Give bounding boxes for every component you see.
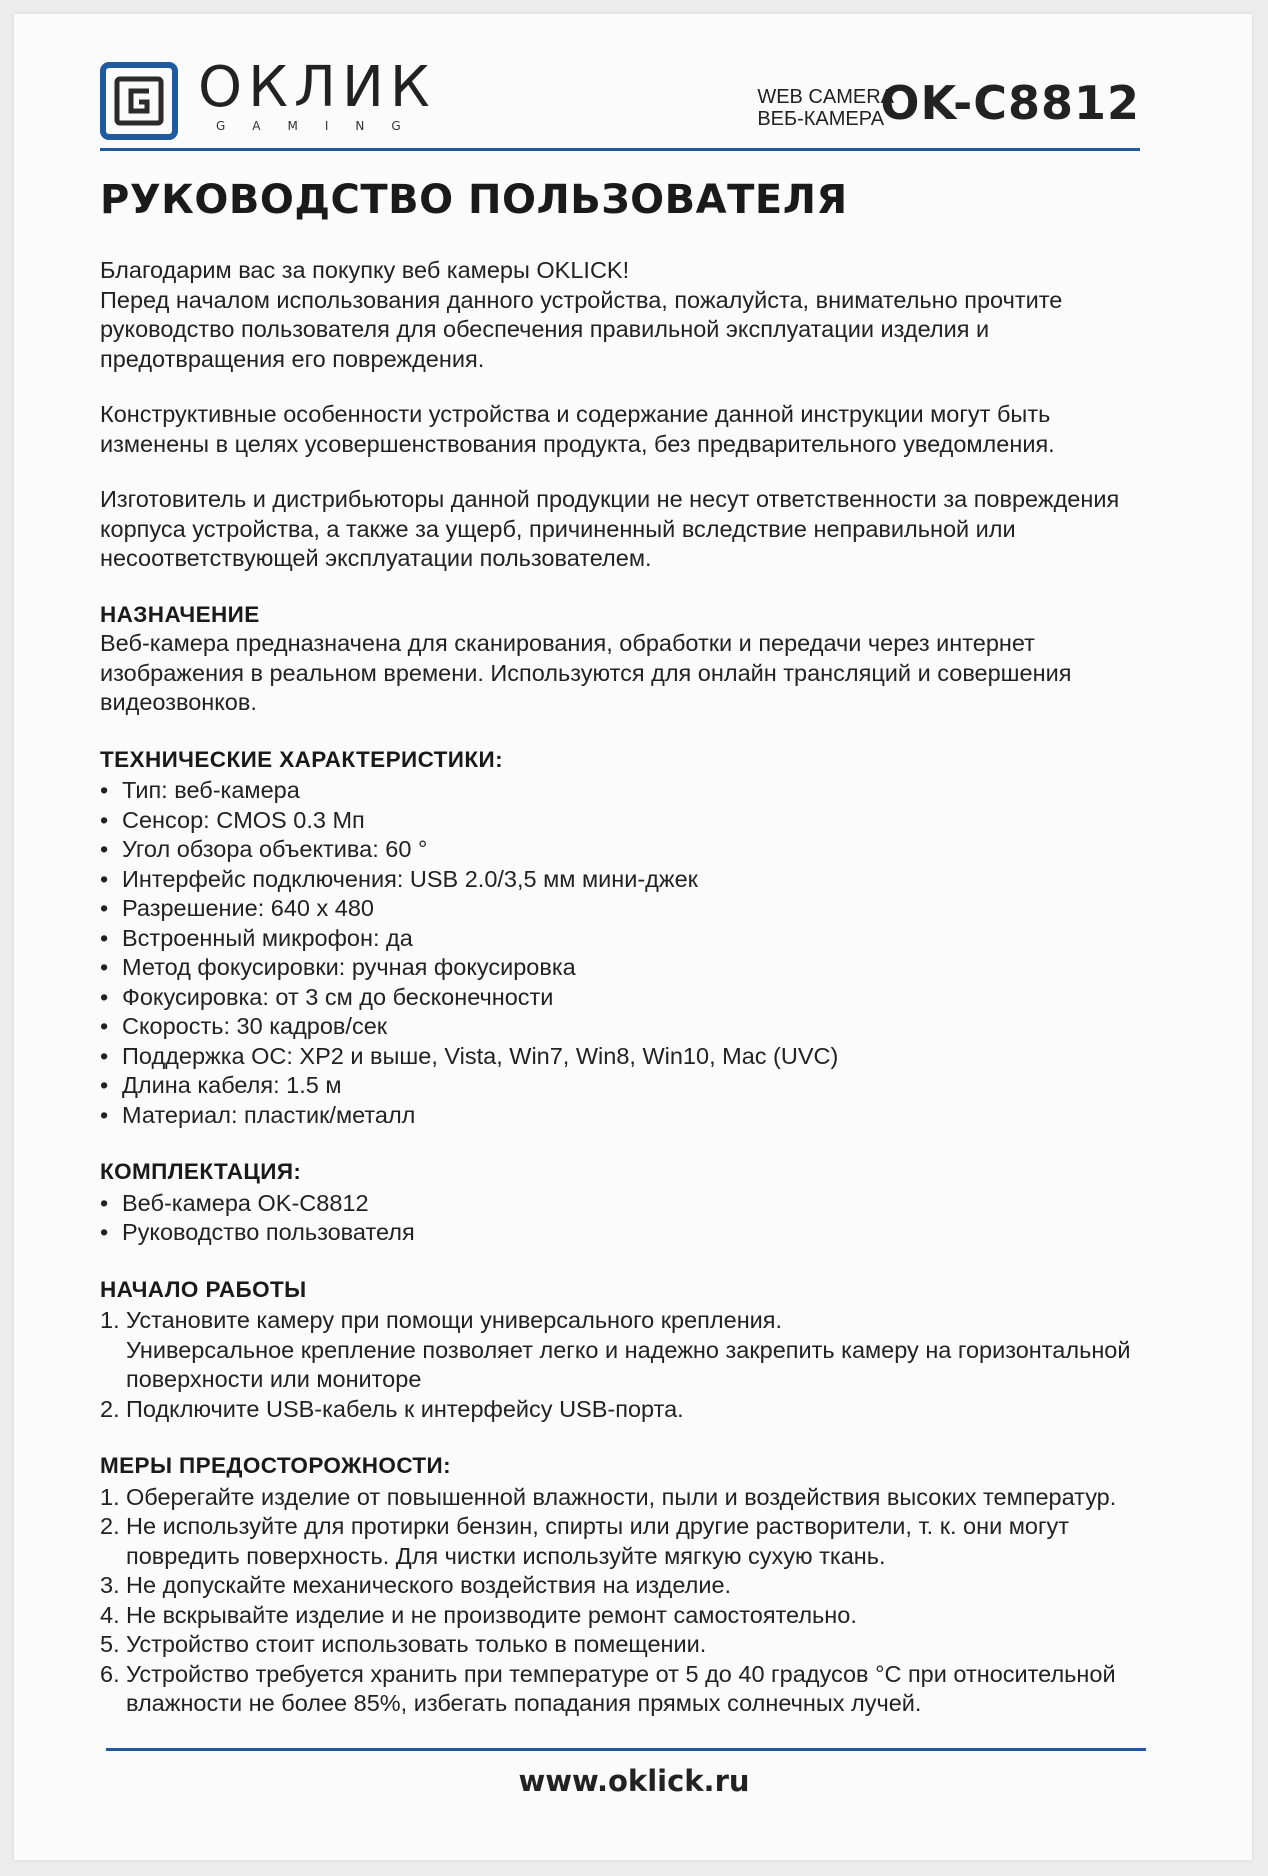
start-section <box>100 1275 1160 1425</box>
purpose-section <box>100 600 1160 718</box>
precaution-text: Оберегайте изделие от повышенной влажности, пыли и воздействия высоких температур. <box>126 1483 1117 1510</box>
manual-body <box>100 256 1160 1746</box>
brand-subtitle: GAMING <box>216 119 428 133</box>
precaution-text: Не вскрывайте изделие и не производите ремонт самостоятельно. <box>126 1601 857 1628</box>
precaution-number: 4. <box>100 1601 120 1628</box>
package-item: • Руководство пользователя <box>100 1218 1160 1248</box>
start-steps <box>100 1306 1160 1424</box>
package-title: КОМПЛЕКТАЦИЯ: <box>100 1159 302 1184</box>
specs-section <box>100 745 1160 1131</box>
precaution-text: Не используйте для протирки бензин, спирты или другие растворители, т. к. они могут повредить поверхность. Для чистки используйте мягкую сухую ткань. <box>126 1513 1070 1569</box>
product-type-labels <box>757 86 894 130</box>
spec-item: • Тип: веб-камера <box>100 776 1160 806</box>
package-section <box>100 1157 1160 1248</box>
intro-paragraph: Конструктивные особенности устройства и содержание данной инструкции могут быть изменены в целях усовершенствования продукта, без предварительного уведомления. <box>100 401 1055 457</box>
intro-paragraph: Благодарим вас за покупку веб камеры OKLICK! Перед началом использования данного устройства, пожалуйста, внимательно прочтите руководство пользователя для обеспечения правильной эксплуатации изделия и предотвращения его повреждения. <box>100 257 1063 372</box>
precaution-number: 3. <box>100 1572 120 1598</box>
header-divider <box>100 148 1140 151</box>
precautions-section <box>100 1451 1160 1719</box>
spec-item: • Скорость: 30 кадров/сек <box>100 1012 1160 1042</box>
start-step <box>100 1395 1160 1425</box>
intro-paragraph: Изготовитель и дистрибьюторы данной продукции не несут ответственности за повреждения корпуса устройства, а также за ущерб, причиненный вследствие неправильной или несоответствующей эксплуатации пользователем. <box>100 486 1120 571</box>
step-number: 2. <box>100 1395 120 1422</box>
specs-title: ТЕХНИЧЕСКИЕ ХАРАКТЕРИСТИКИ: <box>100 746 503 772</box>
spec-item: • Встроенный микрофон: да <box>100 924 1160 954</box>
spec-item: • Метод фокусировки: ручная фокусировка <box>100 953 1160 983</box>
brand-name: ОКЛИК <box>198 55 436 120</box>
oklick-logo-icon <box>100 62 178 140</box>
start-title: НАЧАЛО РАБОТЫ <box>100 1276 307 1302</box>
precaution-number: 6. <box>100 1660 120 1687</box>
purpose-text: Веб-камера предназначена для сканирования, обработки и передачи через интернет изображения в реальном времени. Используются для онлайн трансляций и совершения видеозвонков. <box>100 630 1072 715</box>
precaution-text: Устройство требуется хранить при температуре от 5 до 40 градусов °C при относительной влажности не более 85%, избегать попадания прямых солнечных лучей. <box>126 1660 1116 1716</box>
precaution-item <box>100 1483 1160 1513</box>
step-text: Установите камеру при помощи универсального крепления. Универсальное крепление позволяет легко и надежно закрепить камеру на горизонтальной поверхности или мониторе <box>126 1307 1131 1392</box>
specs-list <box>100 776 1160 1130</box>
spec-item: • Фокусировка: от 3 см до бесконечности <box>100 983 1160 1013</box>
footer-divider <box>106 1748 1146 1751</box>
product-type-en: WEB CAMERA <box>757 86 894 108</box>
precaution-number: 5. <box>100 1631 120 1657</box>
precautions-title: МЕРЫ ПРЕДОСТОРОЖНОСТИ: <box>100 1453 452 1478</box>
precaution-item <box>100 1512 1160 1571</box>
precautions-list <box>100 1483 1160 1719</box>
spec-item: • Угол обзора объектива: 60 ° <box>100 835 1160 865</box>
spec-item: • Материал: пластик/металл <box>100 1101 1160 1131</box>
precaution-item <box>100 1571 1160 1601</box>
header <box>100 56 1140 152</box>
precaution-item <box>100 1630 1160 1660</box>
start-step <box>100 1306 1160 1395</box>
precaution-text: Не допускайте механического воздействия на изделие. <box>126 1572 732 1598</box>
package-item: • Веб-камера OK-C8812 <box>100 1189 1160 1219</box>
website-link[interactable]: www.oklick.ru <box>518 1764 750 1798</box>
spec-item: • Разрешение: 640 x 480 <box>100 894 1160 924</box>
purpose-title: НАЗНАЧЕНИЕ <box>100 601 260 627</box>
step-number: 1. <box>100 1307 120 1333</box>
spec-item: • Интерфейс подключения: USB 2.0/3,5 мм мини-джек <box>100 865 1160 895</box>
spec-item: • Длина кабеля: 1.5 м <box>100 1071 1160 1101</box>
precaution-item <box>100 1660 1160 1719</box>
spec-item: • Сенсор: CMOS 0.3 Мп <box>100 806 1160 836</box>
step-text: Подключите USB-кабель к интерфейсу USB-порта. <box>126 1395 684 1422</box>
precaution-number: 1. <box>100 1483 120 1510</box>
product-type-ru: ВЕБ-КАМЕРА <box>757 108 885 130</box>
package-list <box>100 1189 1160 1248</box>
page-title: РУКОВОДСТВО ПОЛЬЗОВАТЕЛЯ <box>100 177 848 223</box>
precaution-item <box>100 1601 1160 1631</box>
model-number: OK-C8812 <box>880 76 1140 130</box>
precaution-text: Устройство стоит использовать только в помещении. <box>126 1631 707 1657</box>
precaution-number: 2. <box>100 1513 120 1539</box>
spec-item: • Поддержка ОС: XP2 и выше, Vista, Win7, Win8, Win10, Mac (UVC) <box>100 1042 1160 1072</box>
